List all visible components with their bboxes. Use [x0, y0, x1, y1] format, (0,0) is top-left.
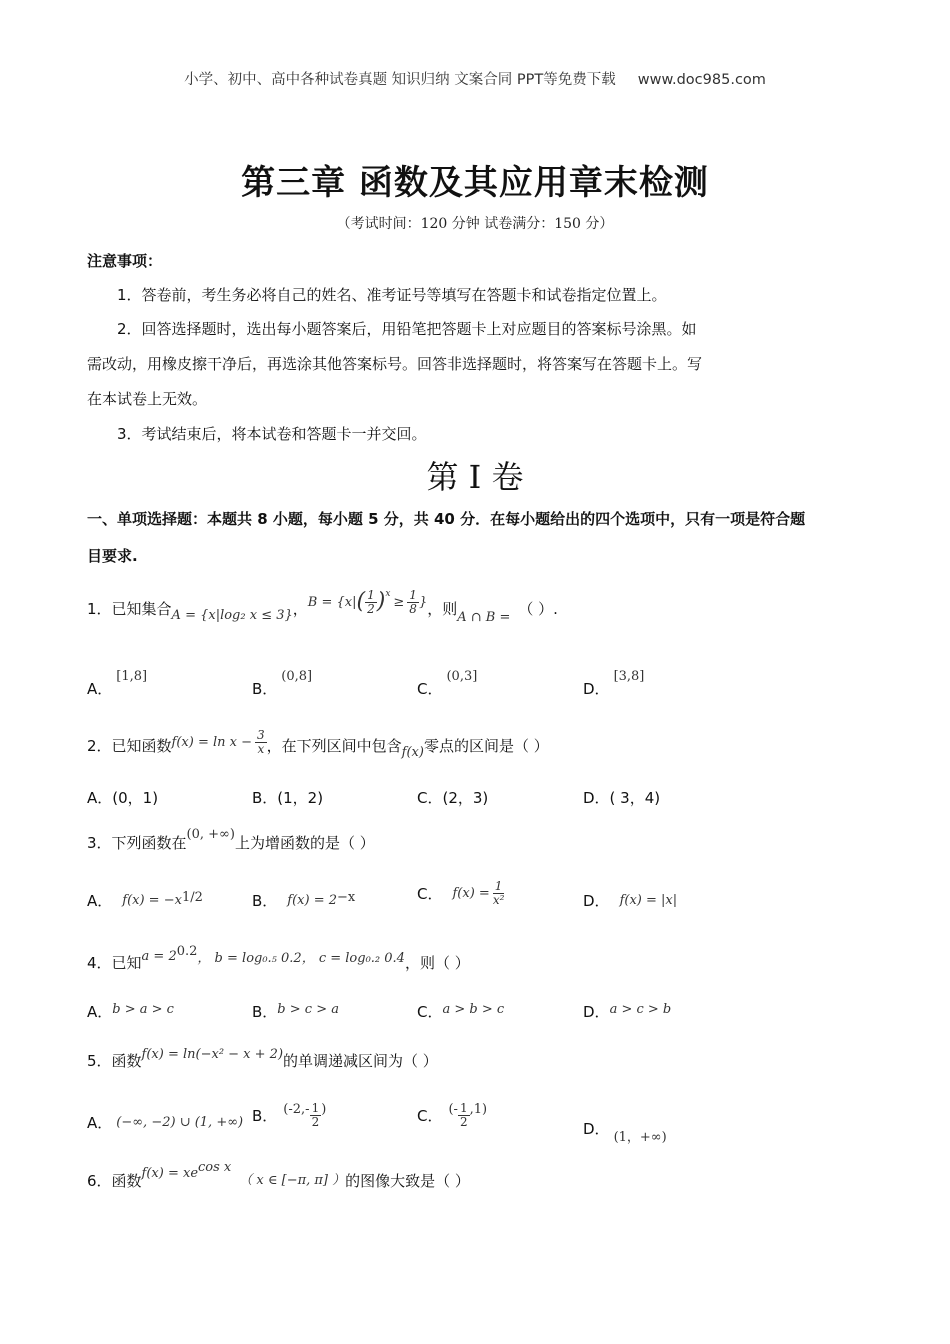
q2-num: 3: [257, 727, 265, 742]
note-1: 1．答卷前，考生务必将自己的姓名、准考证号等填写在答题卡和试卷指定位置上。: [117, 286, 667, 304]
q3-option-d-label: D．: [583, 892, 610, 910]
q2-option-b[interactable]: B．(1，2): [252, 789, 324, 807]
q5-option-c[interactable]: [417, 1102, 487, 1128]
q2-fraction: [255, 729, 267, 755]
q3-option-a[interactable]: [87, 890, 203, 911]
q5-option-b-pre: (-2,-: [283, 1101, 310, 1117]
q5-option-c-num: 1: [459, 1101, 468, 1115]
q3-option-a-label: A．: [87, 892, 113, 910]
q1-option-d-value: [3,8]: [613, 669, 645, 684]
q5-option-c-post: ,1): [469, 1101, 488, 1117]
q2-option-c[interactable]: C．(2，3): [417, 789, 489, 807]
q1-set-b-end: }: [418, 594, 428, 610]
notes-heading: 注意事项：: [87, 252, 163, 270]
q5-option-a[interactable]: [87, 1112, 243, 1133]
section-heading-line2: 目要求.: [87, 547, 138, 565]
q5-option-b-label: B．: [252, 1106, 278, 1125]
question-6: [87, 1158, 470, 1202]
q2-option-a[interactable]: A．(0，1): [87, 789, 159, 807]
q1-option-b[interactable]: B．(0,8]: [252, 669, 313, 698]
q1-blank: （ ）.: [518, 599, 558, 618]
q1-eighth-num: 1: [409, 587, 417, 602]
q3-option-a-value: f(x) = −x: [122, 893, 182, 908]
q1-stem: 1．已知集合: [87, 599, 172, 618]
header-url[interactable]: www.doc985.com: [637, 72, 766, 88]
q2-den: x: [257, 741, 265, 756]
q4-option-c[interactable]: C．a > b > c: [417, 1002, 505, 1021]
q1-half-num: 1: [367, 587, 375, 602]
q1-option-d[interactable]: D．[3,8]: [583, 669, 645, 698]
note-3: 3．考试结束后，将本试卷和答题卡一并交回。: [117, 425, 427, 443]
q4-option-b-value: b > c > a: [277, 1002, 339, 1017]
q3-option-d-value: f(x) = |x|: [619, 893, 678, 908]
q1-half-den: 2: [367, 601, 375, 616]
q2-fx: f(x): [401, 744, 424, 760]
q1-option-a[interactable]: A．[1,8]: [87, 669, 148, 698]
q5-option-c-label: C．: [417, 1106, 443, 1125]
question-2: [87, 722, 549, 768]
q5-option-b[interactable]: [252, 1102, 326, 1128]
q3-interval: (0, +∞): [186, 826, 235, 842]
q2-function: [172, 729, 267, 755]
q1-then: ，则: [427, 599, 458, 618]
q4-bc: ， b = log₀.₅ 0.2， c = log₀.₂ 0.4: [197, 950, 405, 966]
q5-post: 的单调递减区间为（ ）: [283, 1051, 438, 1070]
q4-option-a[interactable]: A．b > a > c: [87, 1002, 174, 1021]
q3-option-b[interactable]: [252, 890, 355, 911]
q5-option-d-label: D．: [583, 1120, 610, 1138]
q2-stem: 2．已知函数: [87, 736, 172, 755]
q5-option-d[interactable]: [583, 1112, 667, 1145]
q5-stem: 5．函数: [87, 1051, 142, 1070]
q4-a: a = 2: [141, 948, 177, 964]
q1-set-a: A = {x|log₂ x ≤ 3}: [171, 607, 293, 623]
question-4: [87, 942, 470, 982]
header-text: 小学、初中、高中各种试卷真题 知识归纳 文案合同 PPT等免费下载: [184, 72, 616, 88]
q6-function: f(x) = xe: [141, 1165, 199, 1181]
q2-mid: ，在下列区间中包含: [266, 736, 402, 755]
q5-option-c-pre: (-: [448, 1101, 458, 1117]
q5-function: f(x) = ln(−x² − x + 2): [141, 1046, 284, 1062]
q4-option-c-value: a > b > c: [442, 1002, 505, 1017]
q1-option-a-value: [1,8]: [116, 669, 148, 684]
q5-option-b-den: 2: [311, 1114, 320, 1129]
q3-post: 上为增函数的是（ ）: [234, 833, 375, 852]
q3-option-c-value: f(x) =: [452, 885, 490, 901]
q5-option-d-value: (1，+∞): [613, 1130, 667, 1145]
q5-option-a-label: A．: [87, 1114, 113, 1132]
note-2-line2: 需改动，用橡皮擦干净后，再选涂其他答案标号。回答非选择题时，将答案写在答题卡上。写: [87, 355, 703, 373]
volume-heading: 第 I 卷: [426, 458, 524, 496]
q3-option-b-exp: −x: [337, 890, 356, 905]
q4-option-b[interactable]: B．b > c > a: [252, 1002, 339, 1021]
q4-a-exp: 0.2: [176, 944, 198, 959]
q1-comma: ，: [292, 599, 308, 618]
q1-exp: x: [385, 588, 391, 599]
q3-stem: 3．下列函数在: [87, 833, 187, 852]
q1-option-c-value: (0,3]: [446, 669, 478, 684]
q2-function-text: f(x) = ln x −: [171, 734, 253, 750]
q6-post: 的图像大致是（ ）: [345, 1171, 470, 1190]
q6-stem: 6．函数: [87, 1171, 142, 1190]
q1-intersection: A ∩ B =: [457, 609, 511, 625]
q3-option-a-exp: 1/2: [181, 890, 203, 905]
q5-option-a-value: (−∞, −2) ∪ (1, +∞): [116, 1115, 244, 1130]
q6-exp: cos x: [198, 1160, 232, 1175]
page-header: [0, 68, 950, 89]
q3-option-c-num: 1: [494, 879, 503, 893]
q1-eighth: [407, 589, 419, 615]
q1-eighth-den: 8: [409, 601, 417, 616]
q3-option-c-fraction: [493, 880, 505, 906]
q4-option-d[interactable]: D．a > c > b: [583, 1002, 672, 1021]
q2-option-d[interactable]: D．( 3，4): [583, 789, 661, 807]
q3-option-d[interactable]: [583, 890, 677, 911]
q1-half: [365, 589, 377, 615]
question-5: [87, 1040, 438, 1080]
page-title: 第三章 函数及其应用章末检测: [241, 163, 709, 203]
q1-set-b: B = {x| ( $\frac{1}{2}$ ) $^x$ ≥ $\frac{1}{8}$ }: [307, 587, 428, 616]
q3-option-c-den: x²: [492, 892, 505, 907]
q3-option-b-value: f(x) = 2: [287, 893, 338, 908]
q5-option-c-fraction: [458, 1102, 470, 1128]
question-1: [87, 583, 558, 633]
q4-post: ，则（ ）: [404, 953, 470, 972]
q5-option-c-den: 2: [459, 1114, 468, 1129]
q3-option-b-label: B．: [252, 892, 278, 910]
section-heading-line1: 一、单项选择题：本题共 8 小题，每小题 5 分，共 40 分．在每小题给出的四个选项中，只有一项是符合题: [87, 510, 806, 528]
q1-ge: ≥: [393, 594, 405, 610]
q4-option-a-value: b > a > c: [112, 1002, 174, 1017]
q4-stem: 4．已知: [87, 953, 142, 972]
exam-info: （考试时间：120 分钟 试卷满分：150 分）: [336, 216, 614, 232]
q6-domain: （ x ∈ [−π, π] ）: [239, 1172, 346, 1188]
q1-set-b-start: B = {x|: [307, 594, 357, 610]
note-2-line1: 2．回答选择题时，选出每小题答案后，用铅笔把答题卡上对应题目的答案标号涂黑。如: [117, 320, 697, 338]
q1-option-b-value: (0,8]: [281, 669, 313, 684]
question-3: [87, 822, 375, 862]
q3-option-c-label: C．: [417, 884, 443, 903]
q1-option-c[interactable]: C．(0,3]: [417, 669, 478, 698]
q2-post: 零点的区间是（ ）: [423, 736, 549, 755]
q5-option-b-fraction: [310, 1102, 322, 1128]
q5-option-b-num: 1: [311, 1101, 320, 1115]
q5-option-b-post: ): [321, 1101, 327, 1117]
q4-option-d-value: a > c > b: [609, 1002, 672, 1017]
q3-option-c[interactable]: [417, 880, 504, 906]
note-2-line3: 在本试卷上无效。: [87, 390, 208, 408]
